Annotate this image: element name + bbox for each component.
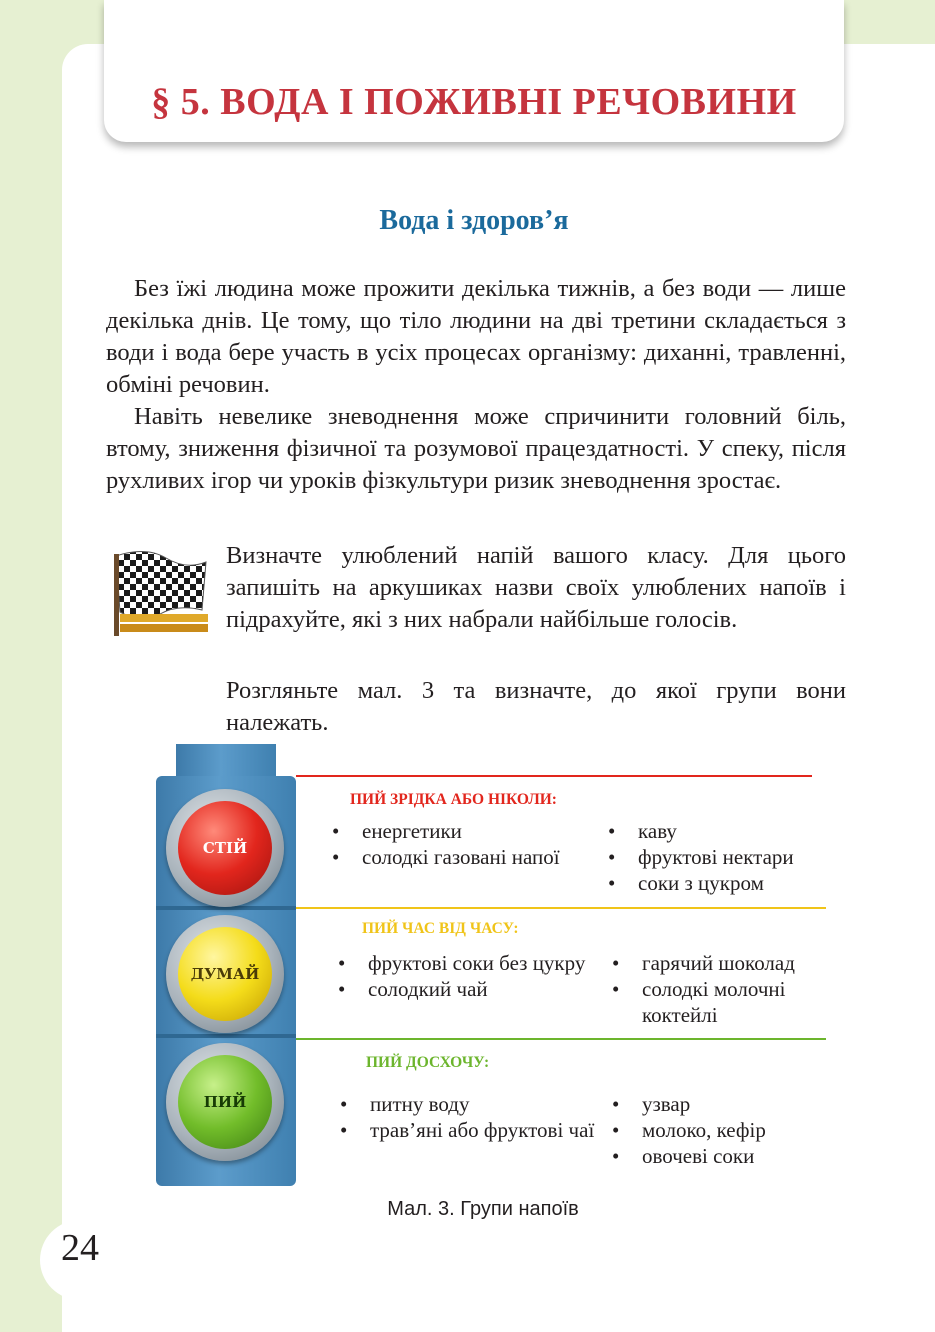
- green-light-label: ПИЙ: [203, 1093, 247, 1111]
- section-subtitle: Вода і здоров’я: [379, 205, 569, 236]
- list-item: • узвар: [606, 1091, 856, 1117]
- list-item: • молоко, кефір: [606, 1117, 856, 1143]
- list-item: • солодкі молочні коктейлі: [606, 976, 856, 1028]
- yellow-category-list-right: [606, 950, 856, 1028]
- yellow-light: [178, 927, 272, 1021]
- yellow-category-list-left: [332, 950, 602, 1002]
- chapter-title: § 5. ВОДА І ПОЖИВНІ РЕЧОВИНИ: [151, 81, 797, 123]
- paragraph-2: Навіть невелике зневоднення може спричинити головний біль, втому, зниження фізичної та розумової працездатності. У спеку, після рухливих ігор чи уроків фізкультури ризик зневоднення зростає.: [106, 403, 846, 494]
- yellow-category-line: [296, 907, 826, 909]
- list-item: • солодкі газовані напої: [326, 844, 596, 870]
- list-item: • гарячий шоколад: [606, 950, 856, 976]
- paragraph-1: Без їжі людина може прожити декілька тижнів, а без води — лише декілька днів. Це тому, що тіло людини на дві третини складається з води і вода бере участь в усіх процесах організму: диханні, травленні, обміні речовин.: [106, 275, 846, 398]
- red-light-label: СТІЙ: [202, 839, 248, 857]
- activity-paragraph: Визначте улюблений напій вашого класу. Для цього запишіть на аркушиках назви своїх улюблених напоїв і підрахуйте, які з них набрали найбільше голосів.: [226, 542, 846, 633]
- list-item: • солодкий чай: [332, 976, 602, 1002]
- green-category-list-right: [606, 1091, 856, 1169]
- page-number: 24: [61, 1227, 99, 1269]
- green-category-line: [296, 1038, 826, 1040]
- list-item: • трав’яні або фруктові чаї: [334, 1117, 604, 1143]
- list-item: • енергетики: [326, 818, 596, 844]
- yellow-light-label: ДУМАЙ: [190, 965, 260, 983]
- red-category-line: [296, 775, 812, 777]
- red-category-heading: ПИЙ ЗРІДКА АБО НІКОЛИ:: [350, 791, 557, 808]
- yellow-category-heading: ПИЙ ЧАС ВІД ЧАСУ:: [362, 920, 519, 937]
- traffic-light-divider: [156, 1034, 296, 1038]
- list-item: • овочеві соки: [606, 1143, 856, 1169]
- figure-reference-paragraph: Розгляньте мал. 3 та визначте, до якої групи вони належать.: [226, 677, 846, 736]
- checkered-flag-icon: [106, 548, 210, 638]
- green-category-list-left: [334, 1091, 604, 1143]
- list-item: • каву: [602, 818, 842, 844]
- red-category-list-right: [602, 818, 842, 896]
- list-item: • фруктові нектари: [602, 844, 842, 870]
- list-item: • соки з цукром: [602, 870, 842, 896]
- green-light: [178, 1055, 272, 1149]
- list-item: • питну воду: [334, 1091, 604, 1117]
- figure-caption: Мал. 3. Групи напоїв: [387, 1198, 579, 1220]
- red-category-list-left: [326, 818, 596, 870]
- list-item: • фруктові соки без цукру: [332, 950, 602, 976]
- green-category-heading: ПИЙ ДОСХОЧУ:: [366, 1054, 490, 1071]
- red-light: [178, 801, 272, 895]
